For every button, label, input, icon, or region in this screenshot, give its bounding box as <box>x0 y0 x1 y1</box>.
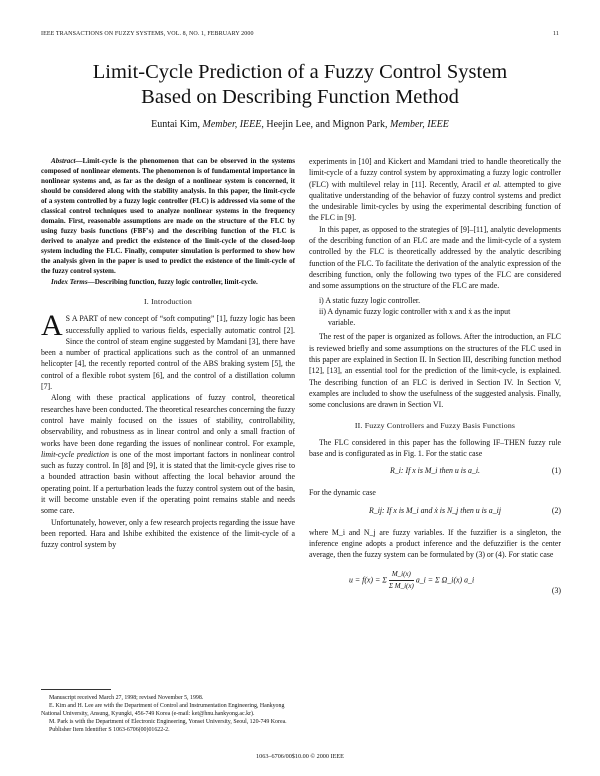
page-number: 11 <box>553 31 559 37</box>
right-column <box>309 156 561 615</box>
right-paragraph-3: The rest of the paper is organized as follows. After the introduction, an FLC is reviewed briefly and some assumptions on the structures of the FLC used in this paper are explained in Section II. In Section III, describing function method [12], [13], an essential tool for the prediction of the limit-cycle, is explained. The describing function of an FLC is derived in Section IV. In Section V, examples are included to show the usefulness of the suggested analysis. Finally, some conclusions are drawn in Section VI. <box>309 332 561 410</box>
footnote-affiliation-2: M. Park is with the Department of Electronic Engineering, Yonsei University, Seoul, 120-749 Korea. <box>49 719 287 726</box>
right-p1-emphasis: et al. <box>484 179 502 189</box>
right-paragraph-1 <box>309 156 561 224</box>
equation-1 <box>309 465 561 487</box>
right-paragraph-2: In this paper, as opposed to the strategies of [9]–[11], analytic developments of the describing function of an FLC are made and the limit-cycle of a system controlled by the FLC is theoretically addressed by the analytic describing function of the FLC. To facilitate the derivation of the analytic expression of the describing function, only the following two types of the FLC are considered and some assumptions on the structure of the FLC are made. <box>309 224 561 291</box>
copyright-footer: 1063–6706/00$10.00 © 2000 IEEE <box>256 753 344 760</box>
running-header <box>41 31 559 37</box>
section-1-heading: I. Introduction <box>143 297 193 306</box>
author-1-role: Member, IEEE <box>202 119 262 130</box>
title-line-1: Limit-Cycle Prediction of a Fuzzy Control System <box>92 61 508 83</box>
abstract-label: Abstract— <box>51 157 83 165</box>
author-3-role: Member, IEEE <box>389 119 449 130</box>
controller-type-list <box>309 295 561 329</box>
index-terms-label: Index Terms— <box>51 278 95 286</box>
abstract <box>41 156 295 276</box>
title-line-2: Based on Describing Function Method <box>141 86 459 108</box>
footnote-rule <box>41 689 111 690</box>
intro-paragraph-1 <box>41 309 295 392</box>
equation-2 <box>309 505 561 527</box>
equation-3-rhs: a_i = Σ Ω_i(x) a_i <box>415 575 475 585</box>
equation-3-denominator: Σ M_i(x) <box>388 581 414 590</box>
journal-header: IEEE TRANSACTIONS ON FUZZY SYSTEMS, VOL. 8, NO. 1, FEBRUARY 2000 <box>41 31 254 37</box>
intro-p1-text: S A PART of new concept of “soft computing” [1], fuzzy logic has been successfully applied to various fields, especially automatic control [2]. Since the control of steam engine suggested by Mamdani [3], there have been a number of practical applications such as the control of an unmanned helicopter [4], the recently reported control of the ABS braking system [5], the control of a flexible robot system [6], and the control of a distillation column [7]. <box>41 314 295 392</box>
author-1: Euntai Kim, <box>151 119 201 130</box>
equation-1-body: R_i: If x is M_i then u is a_i. <box>390 466 480 476</box>
equation-3-number: (3) <box>551 585 561 595</box>
drop-cap: A <box>41 309 63 343</box>
right-p1-text-b: attempted to give qualitative understanding of the behavior of fuzzy control systems and predict the undesirable limit-cycles by using the experimental describing function of the FLC in [9]. <box>309 179 561 223</box>
author-list <box>0 119 600 130</box>
footnote-received: Manuscript received March 27, 1998; revised November 5, 1998. <box>49 695 204 701</box>
footnotes <box>41 689 295 734</box>
list-item: i) A static fuzzy logic controller. <box>319 295 421 305</box>
paper-title <box>0 60 600 110</box>
equation-1-number: (1) <box>551 466 561 476</box>
intro-p2-text-a: Along with these practical applications of fuzzy control, theoretical researches have been conducted. The theoretical researches concerning the fuzzy control have mainly focused on the issues of stability, controllability, observability, and robustness as in linear control and only a small fraction of works have been done regarding the issues of nonlinear control. For example, <box>41 393 295 448</box>
abstract-text: Limit-cycle is the phenomenon that can be observed in the systems composed of nonlinear elements. The phenomenon is of fundamental importance in nonlinear systems and, as far as the design of a nonlinear system is concerned, it should be considered along with the stability analysis. In this paper, the limit-cycle of a system controlled by a fuzzy logic controller (FLC) is addressed via some of the classical control techniques used to analyze nonlinear systems in the frequency domain. First, reasonable assumptions are made on the structure of the FLC by using fuzzy basis functions (FBF's) and the describing function of the FLC is derived to analyze and predict the existence of the limit-cycle of the closed-loop system including the FLC. Finally, computer simulation is performed to show how the analysis given in the paper is used to predict the existence of the limit-cycle of the fuzzy control system. <box>41 157 295 275</box>
equation-3 <box>309 569 561 615</box>
equation-3-fraction <box>389 569 414 593</box>
author-2-3: , Heejin Lee, and Mignon Park, <box>261 119 388 130</box>
right-p1-text-a: experiments in [10] and Kickert and Mamdani tried to handle theoretically the limit-cycle of a fuzzy control system by approximating a fuzzy logic controller (FLC) with multilevel relay in [11]. Recently, Aracil <box>309 157 561 189</box>
equation-2-body: R_ij: If x is M_i and ẋ is N_j then u is a_ij <box>368 505 502 515</box>
equation-3-lhs: u = f(x) = Σ <box>349 575 387 585</box>
equation-3-numerator: M_i(x) <box>389 569 414 581</box>
equation-2-number: (2) <box>551 505 561 515</box>
right-paragraph-4: The FLC considered in this paper has the following IF–THEN fuzzy rule base and is configurated as in Fig. 1. For the static case <box>309 437 561 459</box>
footnote-affiliation-1: E. Kim and H. Lee are with the Department of Control and Instrumentation Engineering, Hankyong National University, Ansung, Kyungki, 456-749 Korea (e-mail: ket@hnu.hankyong.ac.kr). <box>41 703 285 718</box>
right-paragraph-6: where M_i and N_j are fuzzy variables. If the fuzzifier is a singleton, the inference engine adopts a product inference and the defuzzifier is the center average, then the fuzzy system can be formulated by (3) or (4). For static case <box>309 527 561 560</box>
section-2-heading: II. Fuzzy Controllers and Fuzzy Basis Functions <box>354 420 516 430</box>
list-item-continuation: variable. <box>328 318 356 328</box>
intro-paragraph-3: Unfortunately, however, only a few research projects regarding the issue have been reported. Hara and Ishibe exhibited the existence of the limit-cycle of a fuzzy control system by <box>41 517 295 550</box>
intro-p2-text-b: is one of the most important factors in nonlinear control such as fuzzy control. In [8] and [9], it is stated that the limit-cycle gives rise to a bounded attraction basin without affecting the local behavior around the operating point. If a perturbation leads the fuzzy control system out of the basin, it will become unstable even if the operating point remains stable and needs some care. <box>41 449 295 516</box>
index-terms <box>41 277 295 287</box>
index-terms-text: Describing function, fuzzy logic controller, limit-cycle. <box>94 278 258 286</box>
left-column <box>41 156 295 551</box>
footnote-publisher-id: Publisher Item Identifier S 1063-6706(00)01622-2. <box>49 727 170 734</box>
right-paragraph-5: For the dynamic case <box>309 488 376 498</box>
intro-p2-emphasis: limit-cycle prediction <box>41 449 109 459</box>
list-item: ii) A dynamic fuzzy logic controller with x and ẋ as the input <box>319 306 511 316</box>
intro-paragraph-2 <box>41 392 295 516</box>
